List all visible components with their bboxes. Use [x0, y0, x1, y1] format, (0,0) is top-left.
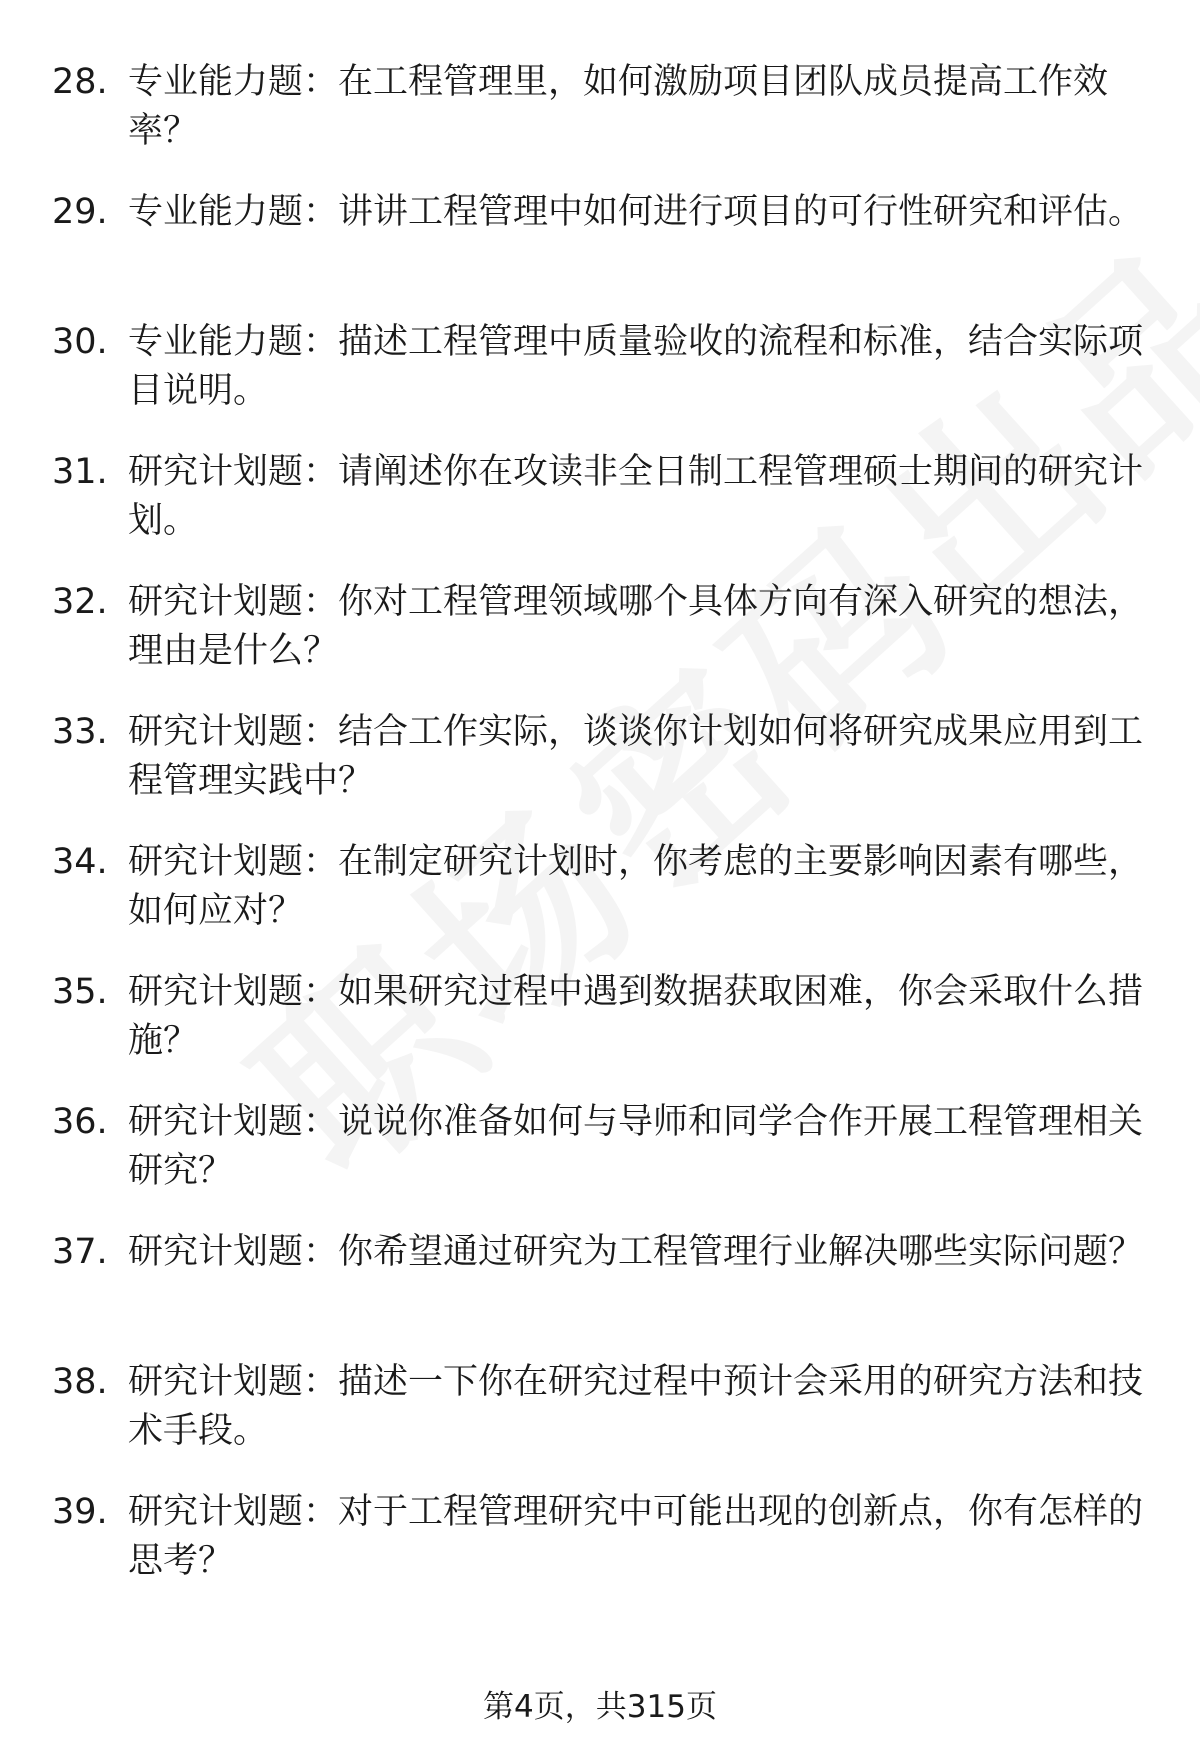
question-number: 29.	[52, 192, 108, 232]
question-text: 专业能力题：描述工程管理中质量验收的流程和标准，结合实际项目说明。	[128, 322, 1144, 411]
question-item	[52, 838, 1152, 968]
question-number: 39.	[52, 1492, 108, 1532]
question-item	[52, 58, 1152, 188]
question-text: 研究计划题：对于工程管理研究中可能出现的创新点，你有怎样的思考？	[128, 1492, 1144, 1581]
question-text: 专业能力题：在工程管理里，如何激励项目团队成员提高工作效率？	[128, 62, 1109, 151]
question-number: 36.	[52, 1102, 108, 1142]
question-item	[52, 968, 1152, 1098]
question-text: 研究计划题：描述一下你在研究过程中预计会采用的研究方法和技术手段。	[128, 1362, 1144, 1451]
question-text: 研究计划题：结合工作实际，谈谈你计划如何将研究成果应用到工程管理实践中？	[128, 712, 1144, 801]
question-item	[52, 448, 1152, 578]
question-number: 34.	[52, 842, 108, 882]
question-text: 研究计划题：如果研究过程中遇到数据获取困难，你会采取什么措施？	[128, 972, 1144, 1061]
question-text: 研究计划题：你对工程管理领域哪个具体方向有深入研究的想法，理由是什么？	[128, 582, 1144, 671]
question-number: 35.	[52, 972, 108, 1012]
question-item	[52, 318, 1152, 448]
page-footer: 第4页，共315页	[483, 1689, 717, 1725]
question-number: 28.	[52, 62, 108, 102]
question-item	[52, 188, 1152, 318]
question-text: 研究计划题：在制定研究计划时，你考虑的主要影响因素有哪些，如何应对？	[128, 842, 1144, 931]
question-number: 38.	[52, 1362, 108, 1402]
question-number: 31.	[52, 452, 108, 492]
question-number: 33.	[52, 712, 108, 752]
question-list	[52, 58, 1152, 1618]
question-item	[52, 1358, 1152, 1488]
question-item	[52, 1488, 1152, 1618]
question-text: 研究计划题：说说你准备如何与导师和同学合作开展工程管理相关研究？	[128, 1102, 1144, 1191]
question-item	[52, 578, 1152, 708]
question-item	[52, 708, 1152, 838]
question-item	[52, 1098, 1152, 1228]
question-text: 研究计划题：你希望通过研究为工程管理行业解决哪些实际问题？	[128, 1232, 1144, 1272]
question-item	[52, 1228, 1152, 1358]
question-text: 专业能力题：讲讲工程管理中如何进行项目的可行性研究和评估。	[128, 192, 1144, 232]
question-number: 30.	[52, 322, 108, 362]
question-number: 37.	[52, 1232, 108, 1272]
question-text: 研究计划题：请阐述你在攻读非全日制工程管理硕士期间的研究计划。	[128, 452, 1144, 541]
question-number: 32.	[52, 582, 108, 622]
